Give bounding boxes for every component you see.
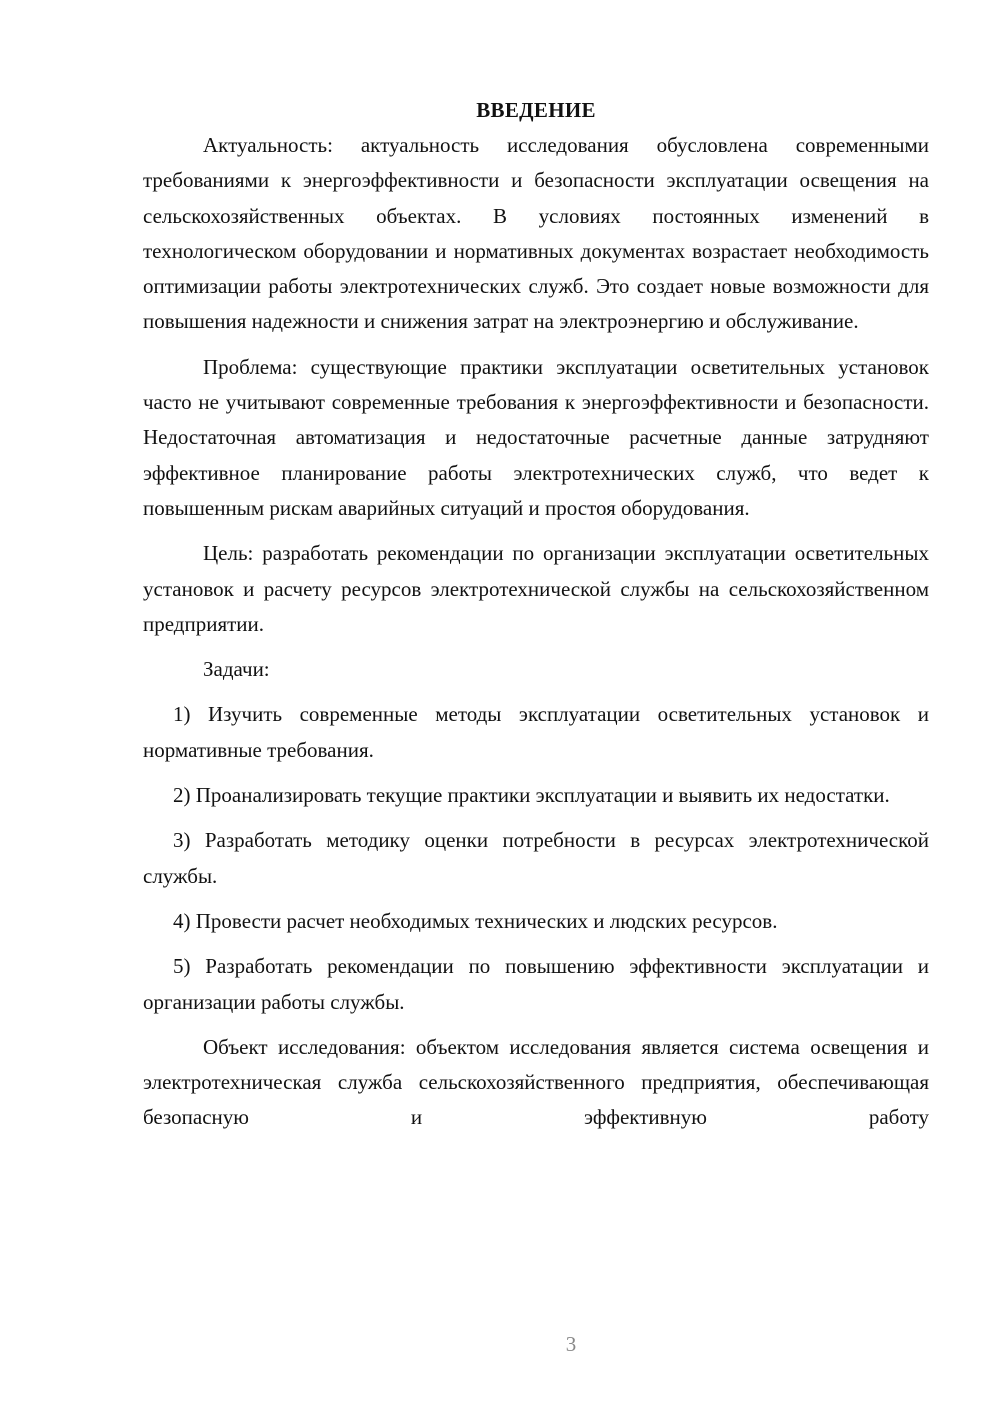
task-item-5: 5) Разработать рекомендации по повышению эффективности эксплуатации и организации работы службы. [143, 954, 929, 1014]
task-item-1: 1) Изучить современные методы эксплуатации осветительных установок и нормативные требования. [143, 702, 929, 762]
paragraph-problem: Проблема: существующие практики эксплуатации осветительных установок часто не учитывают современные требования к энергоэффективности и безопасности. Недостаточная автоматизация и недостаточные расчетные данные затрудняют эффективное планирование работы электротехнических служб, что ведет к повышенным рискам аварийных ситуаций и простоя оборудования. [143, 354, 929, 520]
task-item-3: 3) Разработать методику оценки потребности в ресурсах электротехнической службы. [143, 828, 929, 888]
page-number: 3 [565, 1332, 577, 1356]
task-item-2: 2) Проанализировать текущие практики эксплуатации и выявить их недостатки. [173, 783, 890, 808]
document-title: ВВЕДЕНИЕ [476, 98, 596, 122]
task-item-4: 4) Провести расчет необходимых технических и людских ресурсов. [173, 908, 778, 933]
document-page [143, 92, 929, 1136]
paragraph-object: Объект исследования: объектом исследования является система освещения и электротехническая служба сельскохозяйственного предприятия, обеспечивающая безопасную и эффективную работу [143, 1034, 929, 1130]
paragraph-goal: Цель: разработать рекомендации по организации эксплуатации осветительных установок и расчету ресурсов электротехнической службы на сельскохозяйственном предприятии. [143, 541, 929, 636]
paragraph-tasks-heading: Задачи: [203, 657, 270, 682]
paragraph-relevance: Актуальность: актуальность исследования обусловлена современными требованиями к энергоэффективности и безопасности эксплуатации освещения на сельскохозяйственных объектах. В условиях постоянных изменений в технологическом оборудовании и нормативных документах возрастает необходимость оптимизации работы электротехнических служб. Это создает новые возможности для повышения надежности и снижения затрат на электроэнергию и обслуживание. [143, 133, 929, 334]
